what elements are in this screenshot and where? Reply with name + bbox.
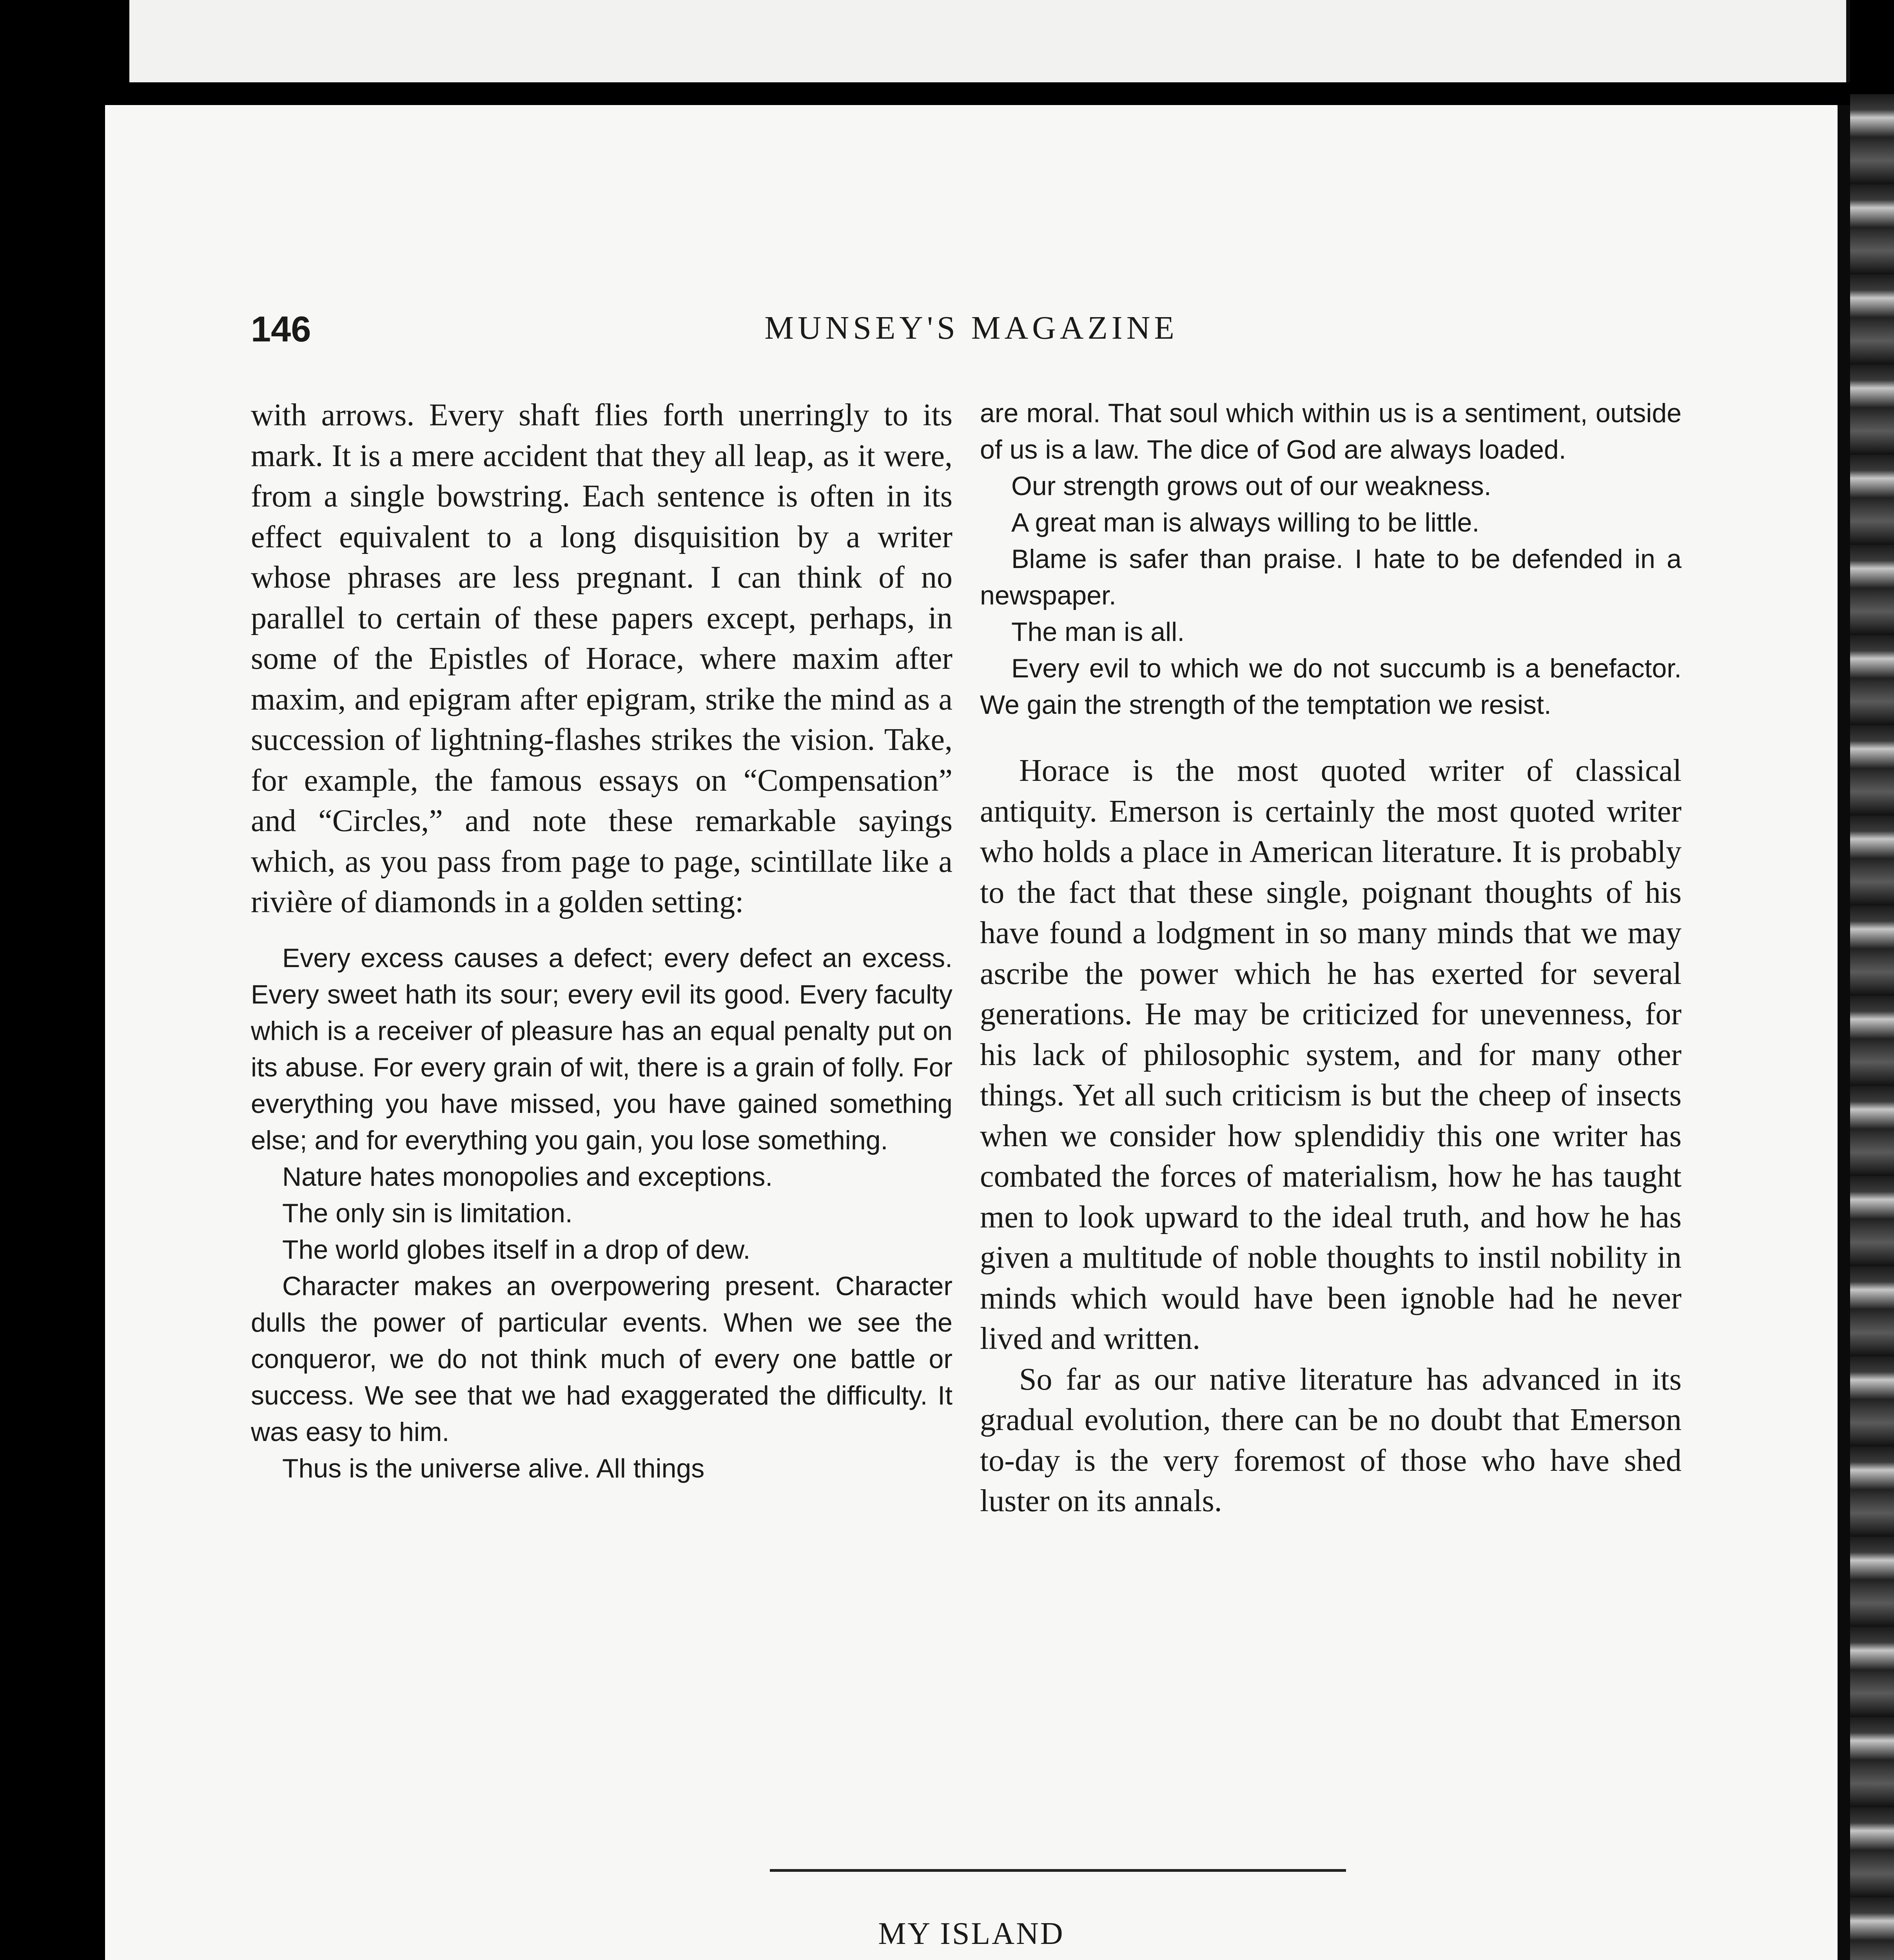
quote-line: Character makes an overpowering present. Character dulls the power of particular events. When we see the conqueror, we do not think much of every one battle or success. We see that we had exaggerated the difficulty. It was easy to him. (251, 1271, 952, 1447)
quote-line: Thus is the universe alive. All things (282, 1453, 705, 1483)
quote-line: The man is all. (1011, 617, 1185, 647)
page-number: 146 (251, 309, 311, 349)
emerson-quotes-continued (980, 395, 1682, 723)
essay-paragraph: Horace is the most quoted writer of classical antiquity. Emerson is certainly the most quoted writer who holds a place in American literature. It is probably to the fact that these single, poignant thoughts of his have found a lodgment in so many minds that we may ascribe the power which he has exerted for several generations. He may be criticized for unevenness, for his lack of philosophic system, and for many other things. Yet all such criticism is but the cheep of insects when we consider how splendidiy this one writer has combated the forces of materialism, how he has taught men to look upward to the ideal truth, and how he has given a multitude of noble thoughts to instil nobility in minds which would have been ignoble had he never lived and written. (980, 753, 1682, 1356)
quote-line: Blame is safer than praise. I hate to be defended in a newspaper. (980, 544, 1682, 610)
quote-line: Our strength grows out of our weakness. (1011, 471, 1491, 501)
quote-line: Every evil to which we do not succumb is a benefactor. We gain the strength of the temptation we resist. (980, 653, 1682, 720)
emerson-quotes (251, 940, 952, 1487)
magazine-title: MUNSEY'S MAGAZINE (764, 310, 1178, 346)
essay-paragraph: So far as our native literature has advanced in its gradual evolution, there can be no doubt that Emerson to-day is the very foremost of those who have shed luster on its annals. (980, 1362, 1682, 1518)
essay-paragraph: with arrows. Every shaft flies forth unerringly to its mark. It is a mere accident that they all leap, as it were, from a single bowstring. Each sentence is often in its effect equivalent to a long disquisition by a writer whose phrases are less pregnant. I can think of no parallel to certain of these papers except, perhaps, in some of the Epistles of Horace, where maxim after maxim, and epigram after epigram, strike the mind as a succession of lightning-flashes strikes the vision. Take, for example, the famous essays on “Compensation” and “Circles,” and note these remarkable sayings which, as you pass from page to page, scintillate like a rivière of diamonds in a golden setting: (251, 398, 952, 919)
page-shadow (1838, 105, 1850, 1960)
running-header (105, 309, 1838, 352)
left-column (251, 395, 952, 1487)
quote-line: Nature hates monopolies and exceptions. (282, 1161, 773, 1192)
magazine-page (105, 105, 1838, 1960)
section-divider (770, 1869, 1346, 1872)
adjacent-page-edge (1850, 94, 1894, 1960)
poem-title: MY ISLAND (878, 1916, 1065, 1951)
previous-page-edge (129, 0, 1850, 82)
quote-line: A great man is always willing to be little. (1011, 508, 1480, 537)
quote-line: Every excess causes a defect; every defect an excess. Every sweet hath its sour; every evil its good. Every faculty which is a receiver of pleasure has an equal penalty put on its abuse. For every grain of wit, there is a grain of folly. For everything you have missed, you have gained something else; and for everything you gain, you lose something. (251, 943, 952, 1155)
quote-line: The only sin is limitation. (282, 1198, 573, 1228)
quote-line: The world globes itself in a drop of dew. (282, 1234, 751, 1265)
right-column (980, 395, 1682, 1522)
quote-line: are moral. That soul which within us is a sentiment, outside of us is a law. The dice of God are always loaded. (980, 398, 1682, 465)
